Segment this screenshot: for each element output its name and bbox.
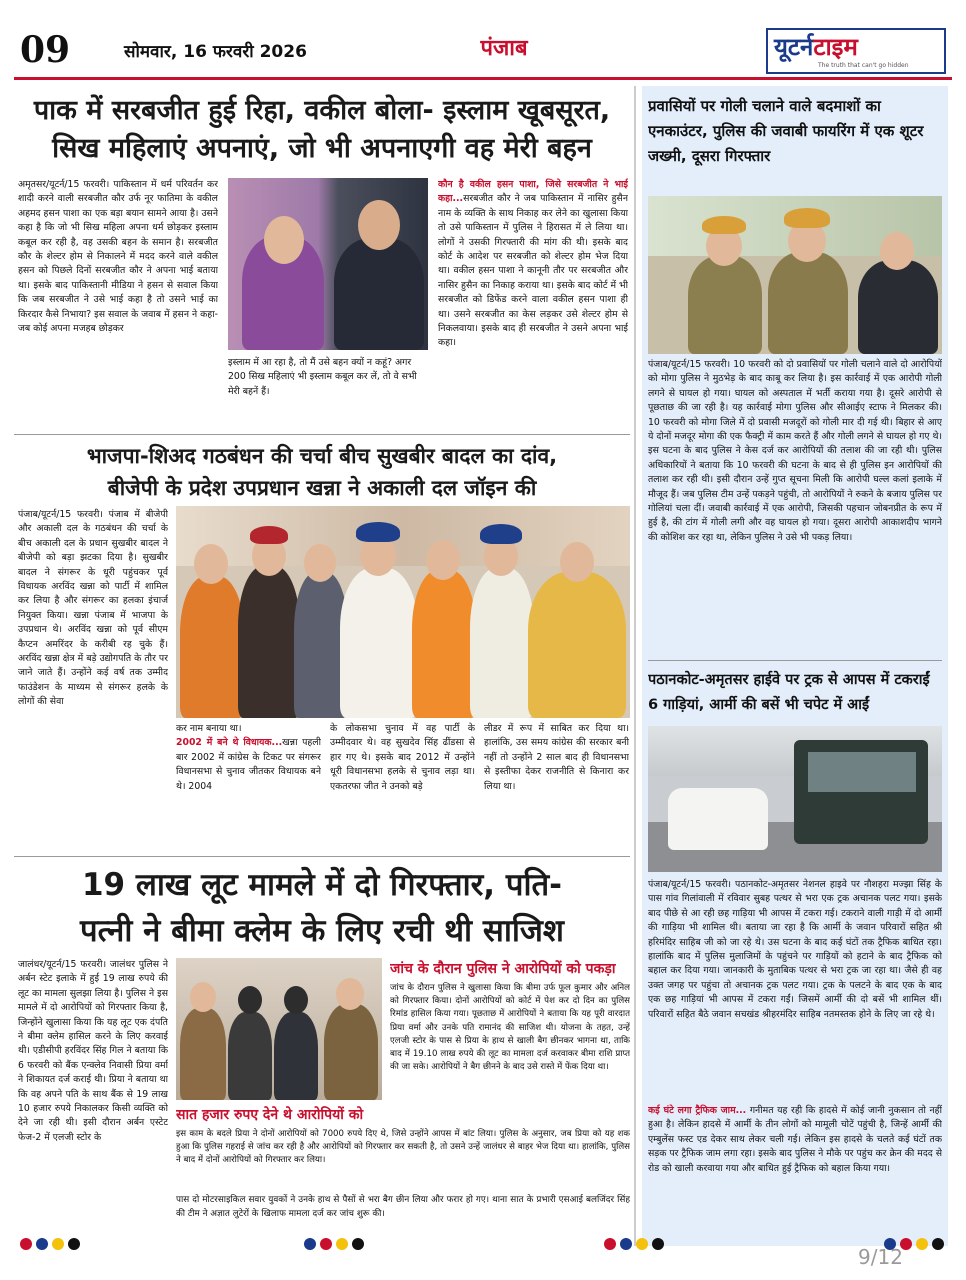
story2-photo xyxy=(176,506,630,718)
issue-date: सोमवार, 16 फरवरी 2026 xyxy=(124,42,307,62)
right2-subhead: कई घंटे लगा ट्रैफिक जाम... xyxy=(648,1105,747,1116)
story2-col2 xyxy=(176,722,321,850)
right2-headline: पठानकोट-अमृतसर हाईवे पर ट्रक से आपस में टकराईं 6 गाड़ियां, आर्मी की बसें भी चपेट में आईं xyxy=(648,672,930,713)
story2-col1: पंजाब/यूटर्न/15 फरवरी। पंजाब में बीजेपी और अकाली दल के गठबंधन की चर्चा के बीच अकाली दल के प्रधान सुखबीर बादल ने बीजेपी को बड़ा झटका दिया है। सुखबीर बादल ने संगरूर के धूरी पहुंचकर पूर्व विधायक अरविंद खन्ना को पार्टी में शामिल कर लिया है और संगरूर का हलका इंचार्ज नियुक्त किया। खन्ना पंजाब में भाजपा के उपप्रधान थे। अरविंद खन्ना को पूर्व सीएम कैप्टन अमरिंदर के करीबी रह चुके हैं। अरविंद खन्ना क्षेत्र में बड़े उद्योगपति के तौर पर जाने जाते हैं। उन्होंने कई वर्ष तक उम्मीद फाउंडेशन के माध्यम से संगरूर हलके के लोगों की सेवा xyxy=(18,509,168,708)
color-dots-left xyxy=(20,1238,80,1250)
story1-photo-caption: इस्लाम में आ रहा है, तो मैं उसे बहन क्यों न कहूं? अगर 200 सिख महिलाएं भी इस्लाम कबूल कर लें, तो वे सभी मेरी बहनें हैं। xyxy=(228,357,417,397)
right1-headline: प्रवासियों पर गोली चलाने वाले बदमाशों का एनकाउंटर, पुलिस की जवाबी फायरिंग में एक शूटर जख्मी, दूसरा गिरफ्तार xyxy=(648,97,924,165)
left-column xyxy=(14,86,630,1246)
story3-headline xyxy=(14,862,630,954)
story3-subhead-1: जांच के दौरान पुलिस ने आरोपियों को पकड़ा xyxy=(390,961,616,977)
story1-headline-line1: पाक में सरबजीत हुई रिहा, वकील बोला- इस्लाम खूबसूरत, xyxy=(33,95,611,126)
story3-sub1-body: जांच के दौरान पुलिस ने खुलासा किया कि बीमा उर्फ फूल कुमार और अनिल को गिरफ्तार किया। दोनों आरोपियों को कोर्ट में पेश कर दो दिन का पुलिस रिमांड हासिल किया गया। पूछताछ में आरोपियों ने बताया कि यह पूरी वारदात प्रिया वर्मा और उनके पति रामानंद की साजिश थी। योजना के तहत, उन्हें एलजी स्टोर के पास से प्रिया के हाथ से खाली बैग छीनकर भागना था, ताकि बाद में 19.10 लाख रुपये की लूट का मामला दर्ज करवाकर बीमा राशि प्राप्त की जा सके। आरोपियों ने बैग छीनने के बाद उसे रास्ते में फेंक दिया था। xyxy=(390,983,630,1073)
page-header xyxy=(14,24,952,80)
divider xyxy=(14,434,630,435)
story3-headline-line2: पत्नी ने बीमा क्लेम के लिए रची थी साजिश xyxy=(80,913,564,949)
color-dots-center-1 xyxy=(304,1238,364,1250)
car xyxy=(668,788,768,850)
story3-tail: पास दो मोटरसाइकिल सवार युवकों ने उनके हाथ से पैसों से भरा बैग छीन लिया और फरार हो गए। थाना सात के प्रभारी एसआई बलजिंदर सिंह की टीम ने अज्ञात लुटेरों के खिलाफ मामला दर्ज कर जांच शुरू की। xyxy=(176,1195,630,1219)
newspaper-page xyxy=(14,24,952,1256)
story1-col3 xyxy=(438,178,628,428)
logo-text-b: टाइम xyxy=(813,33,858,61)
page-counter: 9/12 xyxy=(858,1245,903,1269)
story2-col4: लीडर में रूप में साबित कर दिया था। हालांकि, उस समय कांग्रेस की सरकार बनी नहीं तो उन्होंने 2 साल बाद ही विधानसभा से इस्तीफा देकर राजनीति से किनारा कर लिया था। xyxy=(484,723,629,792)
story2-headline-line1: भाजपा-शिअद गठबंधन की चर्चा बीच सुखबीर बादल का दांव, xyxy=(86,444,558,468)
right2-photo xyxy=(648,726,942,872)
story1-col1: अमृतसर/यूटर्न/15 फरवरी। पाकिस्तान में धर्म परिवर्तन कर शादी करने वाली सरबजीत कौर उर्फ नूर फातिमा के वकील अहमद हसन पाशा का एक बड़ा बयान सामने आया है। उसने कहा है कि जो भी सिख महिला अपना धर्म छोड़कर इस्लाम कबूल कर रही है, वह उसकी बहन के समान है। सरबजीत कौर के शेल्टर होम से निकालने में मदद करने वाले वकील हसन को पिछले दिनों सरबजीत कौर ने अपना भाई बताया था। इसके बाद पाकिस्तानी मीडिया ने हसन से सवाल किया कि जब सरबजीत ने उसे भाई कहा है तो उसने भाई का किरदार कैसे निभाया? इस सवाल के जवाब में हसन ने कहा- जब कोई अपना मजहब छोड़कर xyxy=(18,179,218,335)
right1-photo xyxy=(648,196,942,354)
story3-headline-line1: 19 लाख लूट मामले में दो गिरफ्तार, पति- xyxy=(81,867,563,903)
color-dots-center-2 xyxy=(604,1238,664,1250)
story2-col3: के लोकसभा चुनाव में वह पार्टी के उम्मीदवार थे। वह सुखदेव सिंह ढींडसा से हार गए थे। इसके बाद 2012 में उन्होंने धूरी विधानसभा हलके से चुनाव लड़ा था। एकतरफा जीत ने उनको बड़े xyxy=(330,723,475,792)
story3-subhead-2: सात हजार रुपए देने थे आरोपियों को xyxy=(176,1107,364,1123)
story2-col2-a: कर नाम बनाया था। xyxy=(176,723,242,734)
story3-col1: जालंधर/यूटर्न/15 फरवरी। जालंधर पुलिस ने अर्बन स्टेट इलाके में हुई 19 लाख रुपये की लूट का मामला सुलझा लिया है। पुलिस ने इस मामले में दो आरोपियों को गिरफ्तार किया है, जिन्होंने खुलासा किया कि यह लूट एक दंपति ने बीमा क्लेम हासिल करने के लिए करवाई थी। एडीसीपी हरविंदर सिंह गिल ने बताया कि 6 फरवरी को बैंक एन्क्लेव निवासी प्रिया वर्मा ने शिकायत दर्ज कराई थी। प्रिया ने बताया था कि वह अपने पति के साथ बैंक से 19 लाख 10 हजार रुपये निकालकर किसी व्यक्ति को देने जा रही थी। इसी दौरान अर्बन एस्टेट फेज-2 में एलजी स्टोर के xyxy=(18,959,168,1143)
divider xyxy=(14,856,630,857)
logo-text-a: यूटर्न xyxy=(774,33,814,61)
story1-headline xyxy=(14,92,630,168)
woman-face xyxy=(264,216,304,264)
story2-col2-b: खन्ना पहली बार 2002 में कांग्रेस के टिकट पर संगरूर विधानसभा से चुनाव जीतकर विधायक बने थे। 2004 xyxy=(176,737,321,792)
page-footer xyxy=(14,1232,952,1256)
story1-col3-lead: कौन है वकील हसन पाशा, जिसे सरबजीत ने भाई कहा... xyxy=(438,179,628,205)
story2-headline xyxy=(14,440,630,504)
divider xyxy=(648,660,942,661)
right2-sub-block xyxy=(648,1104,942,1240)
story3-sub1-block xyxy=(390,958,630,1098)
story2-col2-subhead: 2002 में बने थे विधायक... xyxy=(176,737,283,749)
right-column xyxy=(642,86,948,1246)
story1-photo xyxy=(228,178,428,350)
story1-col3-text: सरबजीत कौर ने जब पाकिस्तान में नासिर हुसैन नाम के व्यक्ति के साथ निकाह कर लेने का खुलासा किया तो उसे पाकिस्तान में पुलिस ने हिरासत में ले लिया था। लोगों ने उसकी गिरफ्तारी की मांग की थी। इसके बाद कोर्ट के आदेश पर सरबजीत को शेल्टर होम भेज दिया था। वकील हसन पाशा ने कानूनी तौर पर सरबजीत और नासिर हुसैन का निकाह कराया था। इसके बाद कोर्ट में भी सरबजीत को डिफेंड करने वाला वकील हसन पाशा ही था। उसने सरबजीत का केस लड़कर उसे शेल्टर होम से निकलवाया। इसके बाद ही सरबजीत ने उसने अपना भाई कहा। xyxy=(438,193,628,349)
masthead-logo xyxy=(766,28,946,74)
story3-sub2-block xyxy=(176,1104,630,1204)
story3-sub2-body: इस काम के बदले प्रिया ने दोनों आरोपियों को 7000 रुपये दिए थे, जिसे उन्होंने आपस में बांट लिया। पुलिस के अनुसार, जब प्रिया को यह शक हुआ कि पुलिस गहराई से जांच कर रही है और आरोपियों को गिरफ्तार कर सकती है, तो उसने उन्हें जालंधर से बाहर भेज दिया था। हालांकि, पुलिस ने बाद में दोनों आरोपियों को गिरफ्तार कर लिया। xyxy=(176,1129,630,1166)
story1-headline-line2: सिख महिलाएं अपनाएं, जो भी अपनाएगी वह मेरी बहन xyxy=(52,133,592,164)
story2-headline-line2: बीजेपी के प्रदेश उपप्रधान खन्ना ने अकाली दल जॉइन की xyxy=(107,476,537,500)
column-separator xyxy=(634,86,636,1246)
page-number: 09 xyxy=(20,29,71,71)
logo-tagline: The truth that can't go hidden xyxy=(818,62,909,69)
man-face xyxy=(358,200,400,250)
right2-sub-body: गनीमत यह रही कि हादसे में कोई जानी नुकसान तो नहीं हुआ है। लेकिन हादसे में आर्मी के तीन लोगों को मामूली चोटें पहुंची है, जिन्हें आर्मी की एम्बुलेंस फस्ट एड देकर साथ लेकर चली गई। लेकिन इस हादसे के चलते कई घंटों तक सड़क पर ट्रैफिक जाम लगा रहा। इसके बाद पुलिस ने मौके पर पहुंच कर क्रेन की मदद से रोड को खाली करवाया गया और बाधित हुई ट्रैफिक को बहाल किया गया। xyxy=(648,1105,942,1174)
story3-photo xyxy=(176,958,382,1100)
man-figure xyxy=(334,238,424,350)
right2-body: पंजाब/यूटर्न/15 फरवरी। पठानकोट-अमृतसर नेशनल हाइवे पर नौशहरा मज्झा सिंह के पास गांव गिलांवाली में रविवार सुबह पत्थर से भरा एक ट्रक अचानक पलट गया। इसके बाद पीछे से आ रही छह गाड़िया भी आपस में टकरा गई। टकराने वाली गाड़ी में दो आर्मी की गाड़िया भी शामिल थी। बताया जा रहा है कि आर्मी के जवान परिवारों सहित श्री हरिमंदिर साहिब जी को जा रहे थे। उस घटना के बाद कई घंटों तक ट्रैफिक बाधित रहा। हालांकि बाद में पुलिस मुलाजिमों के पहुंचने पर गाड़ियों को हटाने के बाद ट्रैफिक को बहाल कर दिया गया। जानकारी के मुताबिक पत्थर से भरा ट्रक जा रहा था। जैसे ही वह उक्त जगह पर पहुंचा तो अचानक ट्रक पलट गया। ट्रक के पलटने के बाद एक के बाद एक छह गाड़ियां भी आपस में टकरा गईं। जिसमें आर्मी की दो बसें भी शामिल थीं। परिवारों सहित बैठे जवान सचखंड श्रीहरमंदिर साहिब नतमस्तक होने के लिए जा रहे थे। xyxy=(648,879,942,1020)
right1-body: पंजाब/यूटर्न/15 फरवरी। 10 फरवरी को दो प्रवासियों पर गोली चलाने वाले दो आरोपियों को मोगा पुलिस ने मुठभेड़ के बाद काबू कर लिया है। इस कार्रवाई में एक आरोपी गोली लगने से घायल हो गया। घायल को अस्पताल में भर्ती कराया गया है। दूसरे आरोपी से पूछताछ की जा रही है। यह कार्रवाई मोगा पुलिस और सीआईए स्टाफ ने मिलकर की। 10 फरवरी को मोगा जिले में दो प्रवासी मजदूरों को गोली मार दी गई थी। बिहार से आए ये दोनों मजदूर मोगा की एक फैक्ट्री में काम करते हैं और गोली लगने से घायल हो गए थे। इस घटना के बाद पुलिस ने केस दर्ज कर आरोपियों की तलाश की जा रही थी। पुलिस अधिकारियों ने बताया कि 10 फरवरी की घटना के बाद से ही पुलिस इन आरोपियों की तलाश कर रही थी। इसी दौरान उन्हें गुप्त सूचना मिली कि आरोपी घल्ल कलां इलाके में मौजूद हैं। जब पुलिस टीम उन्हें पकड़ने पहुंची, तो आरोपियों ने रुकने के बजाय पुलिस पर गोलियां चला दीं। जवाबी कार्रवाई में एक आरोपी, जिसकी पहचान जोबनप्रीत के रूप में हुई है, की टांग में गोली लगी और वह घायल हो गया। दूसरा आरोपी आकाशदीप भागने की कोशिश कर रहा था, लेकिन पुलिस ने उसे भी पकड़ लिया। xyxy=(648,359,942,543)
section-label: पंजाब xyxy=(434,32,574,66)
